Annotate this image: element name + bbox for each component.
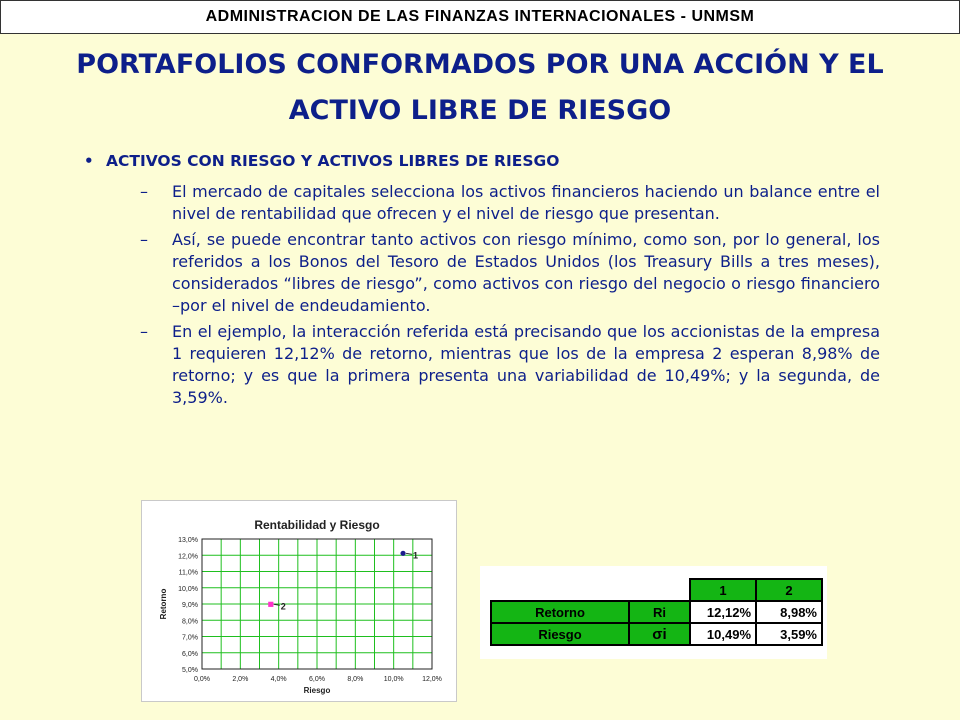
table-header-cell: 1 (690, 579, 756, 601)
y-tick-label: 7,0% (182, 634, 198, 642)
x-tick-label: 2,0% (232, 676, 249, 683)
y-tick-label: 6,0% (182, 650, 198, 658)
y-tick-label: 10,0% (178, 585, 198, 593)
value-cell: 3,59% (756, 623, 822, 645)
sub-item-text: El mercado de capitales selecciona los activos financieros haciendo un balance entre el nivel de rentabilidad que ofrecen y el nivel de riesgo que presentan. (172, 182, 880, 223)
y-tick-label: 5,0% (182, 667, 198, 674)
table-header-cell: 2 (756, 579, 822, 601)
risk-return-chart (141, 500, 457, 702)
value-cell: 10,49% (690, 623, 756, 645)
data-point (268, 602, 273, 607)
sub-item (140, 229, 880, 317)
main-bullet-text: ACTIVOS CON RIESGO Y ACTIVOS LIBRES DE RIESGO (106, 152, 560, 170)
y-tick-label: 13,0% (178, 537, 198, 544)
y-tick-label: 8,0% (182, 618, 198, 626)
slide-title-line-1: PORTAFOLIOS CONFORMADOS POR UNA ACCIÓN Y EL (76, 49, 884, 80)
x-tick-label: 10,0% (383, 676, 404, 683)
data-label: 1 (413, 550, 419, 561)
x-tick-label: 0,0% (194, 676, 210, 683)
row-name-cell: Riesgo (491, 623, 629, 645)
bullet-icon: • (84, 152, 94, 170)
dash-icon: – (140, 230, 148, 249)
chart-svg (142, 501, 456, 701)
y-axis-label: Retorno (159, 588, 168, 620)
y-tick-label: 11,0% (178, 569, 198, 577)
data-label: 2 (280, 601, 286, 612)
course-banner-text: ADMINISTRACION DE LAS FINANZAS INTERNACIONALES - UNMSM (205, 8, 755, 25)
slide-title (20, 42, 940, 134)
x-axis-label: Riesgo (303, 686, 331, 695)
returns-table-panel (480, 566, 827, 659)
x-tick-label: 12,0% (422, 676, 442, 683)
row-symbol-cell: Ri (629, 601, 690, 623)
main-bullet (84, 152, 884, 170)
sub-items (140, 181, 880, 413)
dash-icon: – (140, 182, 148, 201)
x-tick-label: 8,0% (347, 676, 364, 683)
x-tick-label: 4,0% (270, 676, 287, 683)
sub-item (140, 321, 880, 409)
table-header-row (491, 579, 822, 601)
chart-title: Rentabilidad y Riesgo (254, 518, 380, 532)
row-symbol-cell: σi (629, 623, 690, 645)
sub-item-text: Así, se puede encontrar tanto activos con riesgo mínimo, como son, por lo general, los referidos a los Bonos del Tesoro de Estados Unidos (los Treasury Bills a tres meses), considerados “libres de riesgo”, como activos con riesgo del negocio o riesgo financiero –por el nivel de endeudamiento. (172, 230, 880, 315)
value-cell: 12,12% (690, 601, 756, 623)
data-point (400, 551, 405, 556)
sub-item (140, 181, 880, 225)
dash-icon: – (140, 322, 148, 341)
y-tick-label: 12,0% (178, 553, 198, 561)
row-name-cell: Retorno (491, 601, 629, 623)
table-row (491, 623, 822, 645)
slide-title-line-2: ACTIVO LIBRE DE RIESGO (288, 95, 672, 126)
sub-item-text: En el ejemplo, la interacción referida está precisando que los accionistas de la empresa 1 requieren 12,12% de retorno, mientras que los de la empresa 2 esperan 8,98% de retorno; y es que la primera presenta una variabilidad de 10,49%; y la segunda, de 3,59%. (172, 322, 880, 407)
returns-table (490, 578, 823, 646)
table-row (491, 601, 822, 623)
x-tick-label: 6,0% (309, 676, 325, 683)
value-cell: 8,98% (756, 601, 822, 623)
y-tick-label: 9,0% (182, 602, 198, 609)
course-banner (0, 0, 960, 34)
